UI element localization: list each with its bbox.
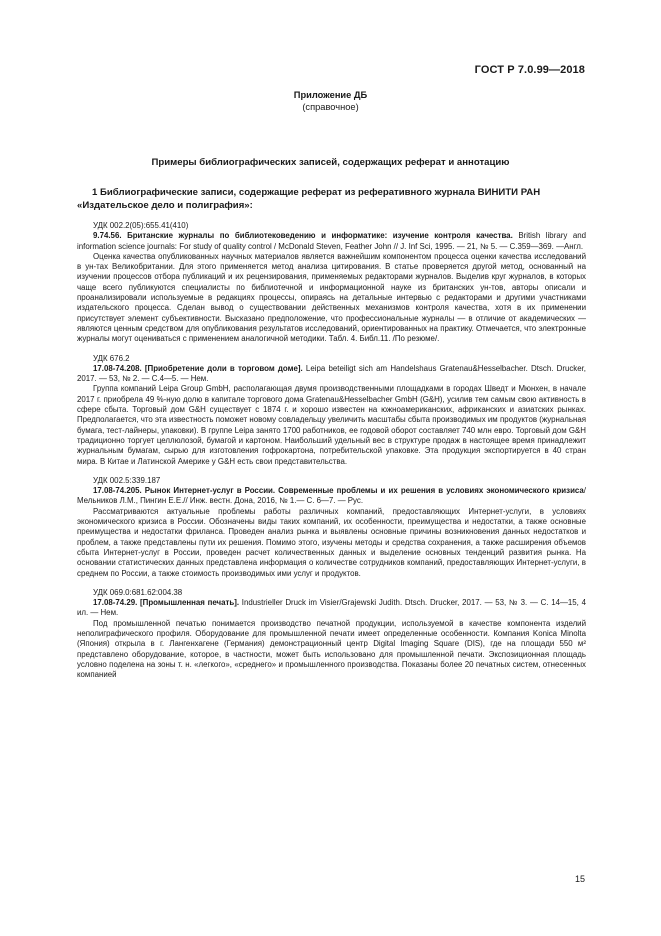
- document-body: [77, 221, 586, 689]
- entry-abstract: Группа компаний Leipa Group GmbH, располагающая двумя производственными площадками в городах Шведт и Мюнхен, в начале 2017 г. приобрела 49 %-ную долю в капитале торгового дома Gratenau&Hesselbacher GmbH (G&H), усилив тем самым свою активность в сфере сбыта. Торговый дом G&H существует с 1874 г. и хорошо известен на южноамериканских, африканских и азиатских рынках. Предполагается, что эта известность поможет новому совладельцу увеличить масштабы сбыта производимых им продуктов (журнальная бумага, тест-лайнеры, упаковки). В группе Leipa занято 1700 работников, ее годовой оборот составляет 740 млн евро. Торговый дом G&H традиционно торгует целлюлозой, бумагой и картоном. Наибольший удельный вес в структуре продаж в настоящее время принадлежит журнальным бумагам, сырью для изготовления гофрокартона, потребительской упаковке. Эта продукция экспортируется в 40 стран мира. В Китае и Латинской Америке у G&H есть свои представительства.: [77, 384, 586, 466]
- entry-heading-bold: 9.74.56. Британские журналы по библиотековедению и информатике: изучение контроля качества.: [93, 231, 513, 241]
- document-code: ГОСТ Р 7.0.99—2018: [474, 64, 585, 76]
- udc-code: УДК 069.0:681.62:004.38: [93, 587, 183, 597]
- entry-abstract: Под промышленной печатью понимается производство печатной продукции, используемой в качестве компонента изделий неполиграфического профиля. Оборудование для промышленной печати имеет определенные особенности. Компания Konica Minolta (Япония) открыла в г. Лангенхагене (Германия) демонстрационный центр Digital Imaging Square (DIS), где на площади 550 м² представлено оборудование, которое, в частности, может быть использовано для промышленной печати. Экспозиционная площадь условно поделена на зоны т. н. «легкого», «среднего» и промышленного производства. Показаны более 20 печатных систем, отнесенных компанией: [77, 618, 586, 680]
- entry-heading-bold: 17.08-74.208. [Приобретение доли в торговом доме].: [93, 363, 303, 373]
- entry-heading: [77, 598, 586, 619]
- entry-heading-rest: British library and information science journals: For study of quality control / McDonald Steven, Feather John // J. Inf Sci, 1995. — 21, № 5. — С.359—369. —Англ.: [77, 231, 586, 251]
- bibliographic-entry: [77, 476, 586, 579]
- section-title: 1 Библиографические записи, содержащие реферат из реферативного журнала ВИНИТИ РАН «Издательское дело и полиграфия»:: [77, 187, 541, 211]
- entry-heading-rest: /Мельников Л.М., Пингин Е.Е.// Инж. вестн. Дона, 2016, № 1.— С. 6—7. — Рус.: [77, 486, 586, 506]
- bibliographic-entry: [77, 588, 586, 681]
- entry-heading: [77, 231, 586, 252]
- entry-heading-rest: Leipa beteiligt sich am Handelshaus Gratenau&Hesselbacher. Dtsch. Drucker, 2017. — 53, № 2. — С.4—5. — Нем.: [77, 363, 587, 384]
- main-title: Примеры библиографических записей, содержащих реферат и аннотацию: [151, 157, 510, 168]
- udc-code: УДК 002.2(05):655.41(410): [93, 221, 189, 230]
- entry-heading-bold: 17.08-74.205. Рынок Интернет-услуг в России. Современные проблемы и их решения в условиях экономического кризиса: [93, 486, 584, 496]
- bibliographic-entry: [77, 354, 586, 467]
- bibliographic-entry: [77, 221, 586, 345]
- appendix-heading: [0, 89, 661, 113]
- entry-heading: [77, 364, 586, 385]
- appendix-title: Приложение ДБ: [293, 90, 368, 100]
- entry-abstract: Оценка качества опубликованных научных материалов является важнейшим компонентом процесса оценки качества исследований в ун-тах Великобритании. Для этого применяется метод анализа цитирования. В статье проверяется другой метод, основанный на изучении процессов отбора публикаций и их рецензирования, применяемых редакторами журналов. Выделив круг журналов, в которых чаще всего публикуются специалисты по библиотечной и информационной науке из британских ун-тов, авторы описали и проанализировали используемые в редакциях процессы, опираясь на детальные интервью с редакторами и другими участниками издательского процесса. Сделан вывод о существовании действенных механизмов контроля качества, хотя в их применении присутствует элемент субъективности. Высказано предположение, что профессиональные журналы — в отличие от академических — являются ценным средством для опубликования результатов исследований, ориентированных на практику. Отмечается, что электронные журналы могут оцениваться с применением аналогичной методики. Табл. 4. Библ.11. /По резюме/.: [77, 251, 586, 344]
- entry-heading-bold: 17.08-74.29. [Промышленная печать].: [93, 598, 240, 608]
- appendix-subtitle: (справочное): [302, 102, 359, 112]
- udc-code: УДК 676.2: [93, 353, 130, 363]
- entry-abstract: Рассматриваются актуальные проблемы работы различных компаний, предоставляющих Интернет-услуги, в условиях экономического кризиса в России. Обозначены виды таких компаний, их особенности, преимущества и недостатки, а также основные преимущества и недостатки фриланса. Проведен анализ рынка и выявлены основные причины возникновения данных недостатков и проблем, а также представлены пути их решения. Помимо этого, изучены методы и средства сохранения, а также расширения объемов сбыта Интернет-услуг в России, проведен расчет количественных данных и выделение основных тенденций развития рынка. На основании статистических данных представлена информация о количестве сотрудников компаний, предоставляющих Интернет-услуги, в среднем по России, а также стоимость производимых ими услуг и продуктов.: [77, 506, 586, 578]
- page-number: 15: [574, 874, 585, 884]
- udc-code: УДК 002.5:339.187: [93, 475, 161, 485]
- entry-heading: [77, 486, 586, 507]
- entry-heading-rest: Industrieller Druck im Visier/Grajewski Judith. Dtsch. Drucker, 2017. — 53, № 3. — С. 14—15, 4 ил. — Нем.: [77, 598, 587, 618]
